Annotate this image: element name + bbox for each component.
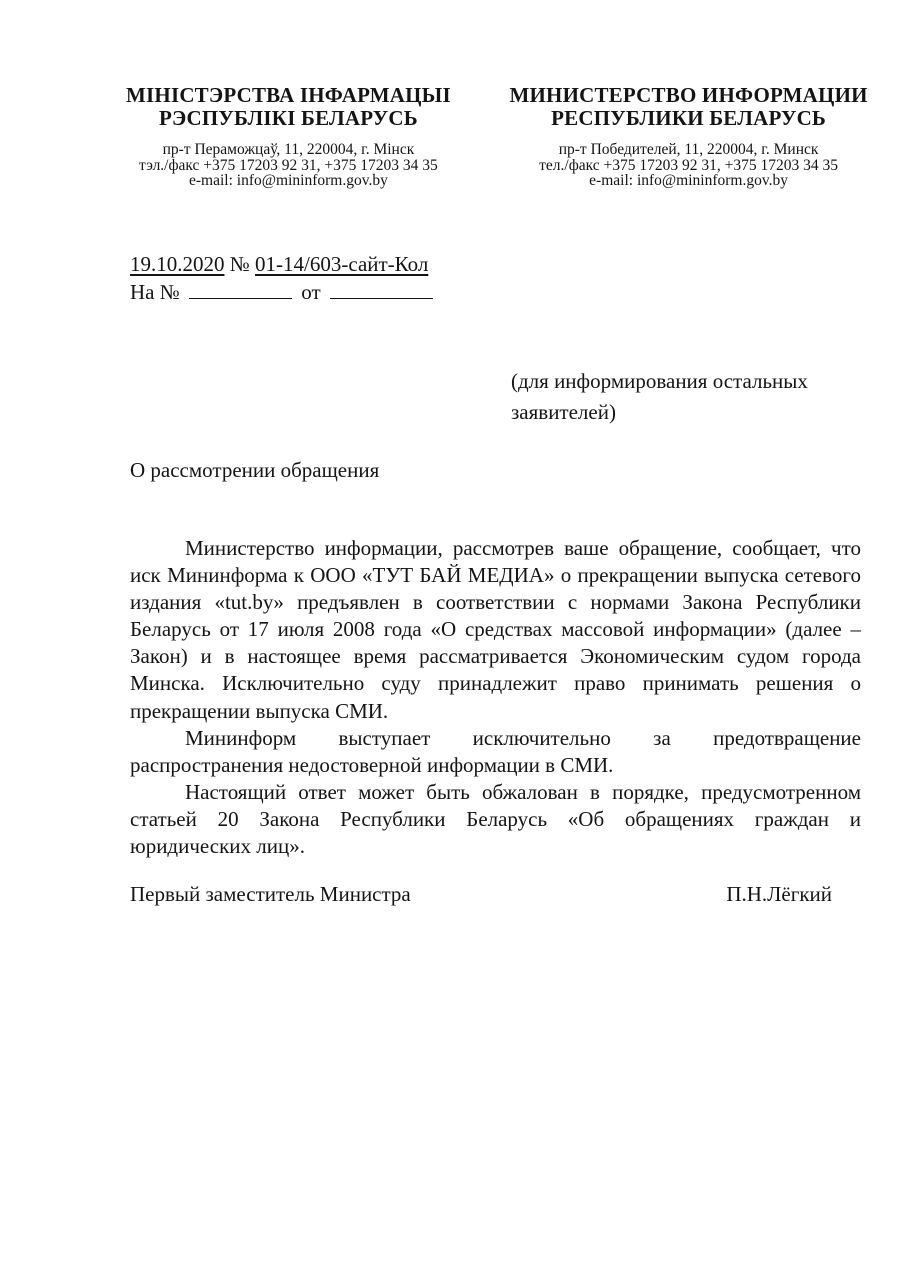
ministry-name-ru-line1: МИНИСТЕРСТВО ИНФОРМАЦИИ bbox=[509, 83, 868, 107]
phone-be: тэл./факс +375 17203 92 31, +375 17203 34 35 bbox=[139, 156, 438, 174]
address-ru: пр-т Победителей, 11, 220004, г. Минск bbox=[558, 141, 819, 158]
reply-date-blank bbox=[330, 279, 433, 299]
reply-from-label: от bbox=[301, 280, 321, 304]
ministry-name-be bbox=[100, 84, 477, 130]
reply-prefix: На № bbox=[130, 280, 180, 304]
subject-line: О рассмотрении обращения bbox=[130, 458, 380, 482]
letter-date: 19.10.2020 bbox=[130, 252, 225, 276]
body-paragraph-3: Настоящий ответ может быть обжалован в порядке, предусмотренном статьей 20 Закона Республики Беларусь «Об обращениях граждан и юридических лиц». bbox=[130, 779, 861, 859]
address-be: пр-т Пераможцаў, 11, 220004, г. Мінск bbox=[162, 141, 415, 158]
body-paragraph-1: Министерство информации, рассмотрев ваше обращение, сообщает, что иск Мининформа к ООО «ТУТ БАЙ МЕДИА» о прекращении выпуска сетевого издания «tut.by» предъявлен в соответствии с нормами Закона Республики Беларусь от 17 июля 2008 года «О средствах массовой информации» (далее – Закон) и в настоящее время рассматривается Экономическим судом города Минска. Исключительно суду принадлежит право принимать решения о прекращении выпуска СМИ. bbox=[130, 536, 861, 723]
email-ru: e-mail: info@mininform.gov.by bbox=[589, 172, 788, 189]
phone-ru: тел./факс +375 17203 92 31, +375 17203 34 35 bbox=[539, 156, 839, 174]
body-paragraph-2: Мининформ выступает исключительно за предотвращение распространения недостоверной информации в СМИ. bbox=[130, 725, 861, 777]
ministry-name-be-line1: МІНІСТЭРСТВА ІНФАРМАЦЫІ bbox=[126, 83, 451, 107]
reference-block bbox=[130, 250, 437, 306]
recipient-note: (для информирования остальных заявителей) bbox=[511, 369, 808, 424]
letterhead-russian bbox=[500, 84, 877, 189]
email-be: e-mail: info@mininform.gov.by bbox=[189, 172, 388, 189]
letter-number: 01-14/603-сайт-Кол bbox=[255, 252, 429, 276]
signature-row bbox=[130, 882, 832, 907]
letterhead bbox=[100, 84, 877, 189]
signer-position: Первый заместитель Министра bbox=[130, 882, 411, 906]
number-sign: № bbox=[229, 252, 250, 276]
ministry-name-be-line2: РЭСПУБЛІКІ БЕЛАРУСЬ bbox=[159, 106, 418, 130]
contact-block-be bbox=[100, 142, 477, 189]
signer-name: П.Н.Лёгкий bbox=[726, 882, 832, 906]
contact-block-ru bbox=[500, 142, 877, 189]
reply-number-blank bbox=[189, 279, 292, 299]
ministry-name-ru bbox=[500, 84, 877, 130]
outgoing-reference-line bbox=[130, 250, 437, 278]
ministry-name-ru-line2: РЕСПУБЛИКИ БЕЛАРУСЬ bbox=[551, 106, 827, 130]
letter-body bbox=[130, 535, 861, 860]
reply-reference-line bbox=[130, 278, 437, 306]
letterhead-belarusian bbox=[100, 84, 477, 189]
